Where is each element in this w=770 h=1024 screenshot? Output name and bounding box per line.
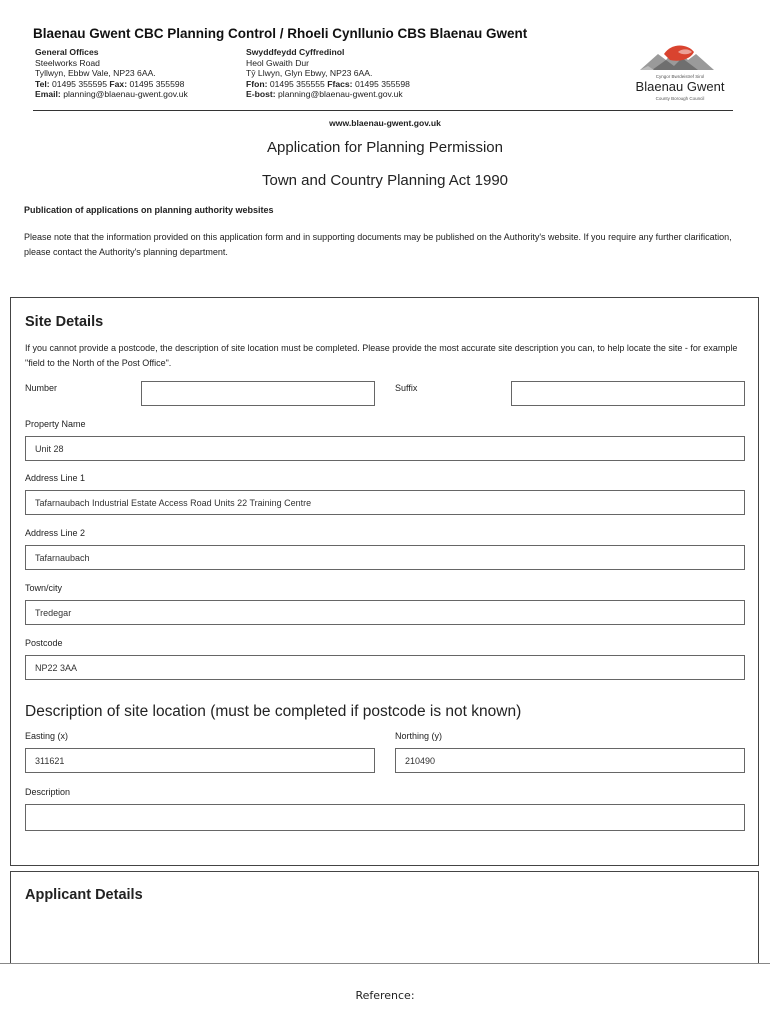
welsh-address bbox=[246, 47, 410, 100]
logo-name: Blaenau Gwent bbox=[635, 79, 725, 94]
address-line2-label: Address Line 2 bbox=[25, 528, 86, 538]
town-label: Town/city bbox=[25, 583, 63, 593]
form-title: Application for Planning Permission bbox=[267, 139, 503, 156]
easting-label: Easting (x) bbox=[25, 731, 69, 741]
applicant-details-panel bbox=[10, 871, 759, 964]
welsh-phone-row: Ffon: 01495 355555 Ffacs: 01495 355598 bbox=[246, 78, 410, 89]
northing-field[interactable]: 210490 bbox=[395, 748, 745, 773]
logo-top-text: Cyngor Bwrdeistref Sirol bbox=[655, 74, 705, 79]
english-heading: General Offices bbox=[35, 47, 99, 57]
welsh-line1: Heol Gwaith Dur bbox=[246, 57, 310, 68]
council-logo bbox=[618, 40, 742, 106]
publication-title: Publication of applications on planning authority websites bbox=[24, 205, 274, 215]
publication-text: Please note that the information provided on this application form and in supporting documents may be published on the Authority's website. If you require any further clarification, please contact the Authority's planning department. bbox=[24, 232, 732, 257]
number-label: Number bbox=[25, 383, 58, 393]
website-link[interactable]: www.blaenau-gwent.gov.uk bbox=[329, 118, 441, 128]
site-location-title: Description of site location (must be completed if postcode is not known) bbox=[25, 703, 522, 720]
address-line1-field[interactable]: Tafarnaubach Industrial Estate Access Road Units 22 Training Centre bbox=[25, 490, 745, 515]
english-address bbox=[35, 47, 188, 100]
northing-label: Northing (y) bbox=[395, 731, 443, 741]
english-email-row: Email: planning@blaenau-gwent.gov.uk bbox=[35, 89, 188, 100]
reference-label: Reference: bbox=[355, 989, 415, 1002]
address-line1-label: Address Line 1 bbox=[25, 473, 86, 483]
site-details-title: Site Details bbox=[25, 314, 104, 330]
welsh-email-row: E-bost: planning@blaenau-gwent.gov.uk bbox=[246, 89, 403, 100]
english-line2: Tyllwyn, Ebbw Vale, NP23 6AA. bbox=[35, 68, 156, 79]
property-name-field[interactable]: Unit 28 bbox=[25, 436, 745, 461]
footer-divider bbox=[0, 963, 770, 964]
suffix-field[interactable] bbox=[511, 381, 745, 406]
suffix-label: Suffix bbox=[395, 383, 418, 393]
english-phone-row: Tel: 01495 355595 Fax: 01495 355598 bbox=[35, 78, 185, 89]
postcode-label: Postcode bbox=[25, 638, 63, 648]
welsh-line2: Tŷ Llwyn, Glyn Ebwy, NP23 6AA. bbox=[246, 68, 373, 79]
header-title: Blaenau Gwent CBC Planning Control / Rhoeli Cynllunio CBS Blaenau Gwent bbox=[33, 26, 528, 41]
english-line1: Steelworks Road bbox=[35, 57, 100, 68]
logo-sub-text: County Borough Council bbox=[655, 96, 705, 101]
description-label: Description bbox=[25, 787, 71, 797]
postcode-field[interactable]: NP22 3AA bbox=[25, 655, 745, 680]
description-field[interactable] bbox=[25, 804, 745, 831]
easting-field[interactable]: 311621 bbox=[25, 748, 375, 773]
address-line2-field[interactable]: Tafarnaubach bbox=[25, 545, 745, 570]
header-divider bbox=[33, 110, 733, 111]
number-field[interactable] bbox=[141, 381, 375, 406]
form-act: Town and Country Planning Act 1990 bbox=[262, 172, 508, 189]
town-field[interactable]: Tredegar bbox=[25, 600, 745, 625]
property-name-label: Property Name bbox=[25, 419, 86, 429]
welsh-heading: Swyddfeydd Cyffredinol bbox=[246, 47, 345, 57]
applicant-details-title: Applicant Details bbox=[25, 887, 143, 903]
site-details-help: If you cannot provide a postcode, the description of site location must be completed. Please provide the most accurate site description you can, to help locate the site - for example "field to the North of the Post Office". bbox=[25, 343, 738, 368]
